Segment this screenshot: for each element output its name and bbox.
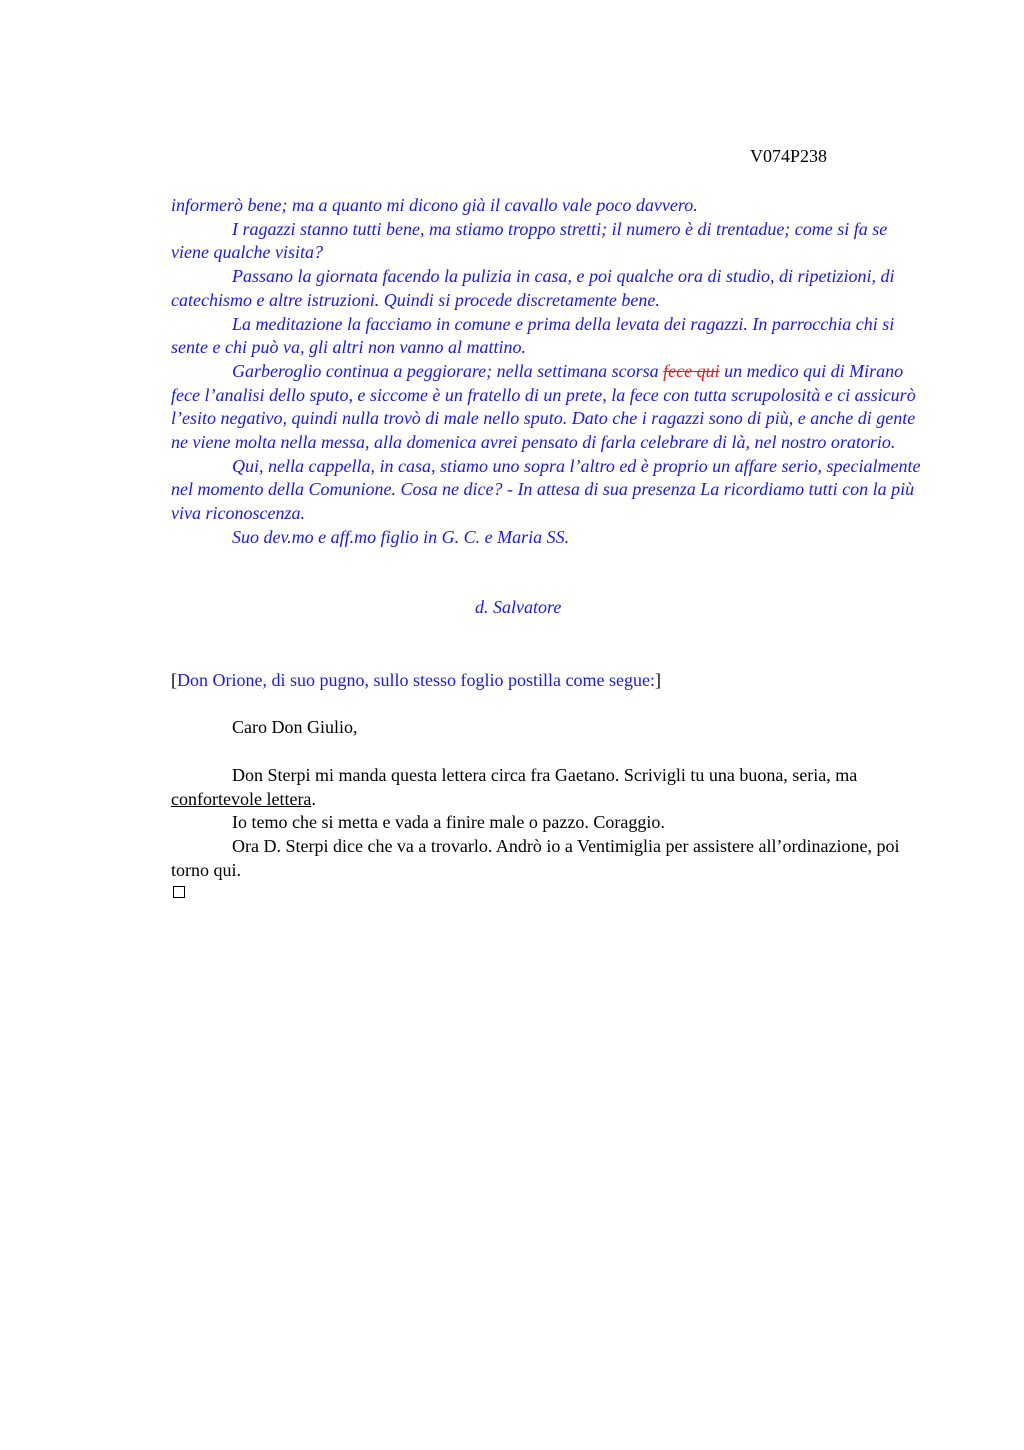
letter-closing: Suo dev.mo e aff.mo figlio in G. C. e Maria SS. — [232, 526, 570, 547]
reply-paragraph — [171, 764, 926, 811]
reply-paragraph: Ora D. Sterpi dice che va a trovarlo. Andrò io a Ventimiglia per assistere all’ordinazione, poi torno qui. — [171, 836, 900, 880]
reply-text: . — [311, 788, 316, 809]
letter-paragraph: I ragazzi stanno tutti bene, ma stiamo troppo stretti; il numero è di trentadue; come si fa se viene qualche visita? — [171, 218, 888, 263]
letter-paragraph: Passano la giornata facendo la pulizia in casa, e poi qualche ora di studio, di ripetizioni, di catechismo e altre istruzioni. Quindi si procede discretamente bene. — [171, 266, 895, 310]
struck-text: fece qui — [663, 360, 720, 381]
letter-paragraph: Qui, nella cappella, in casa, stiamo uno sopra l’altro ed è proprio un affare serio, specialmente nel momento della Comunione. Cosa ne dice? - In attesa di sua presenza La ricordiamo tutti con la più viva riconoscenza. — [171, 455, 921, 524]
bracket: [ — [171, 670, 177, 690]
letter-paragraph — [171, 360, 926, 455]
letter-paragraph: La meditazione la facciamo in comune e prima della levata dei ragazzi. In parrocchia chi si sente e chi può va, gli altri non vanno al mattino. — [171, 313, 895, 358]
signature: d. Salvatore — [475, 597, 562, 617]
page-code: V074P238 — [750, 146, 828, 166]
letter-paragraph: informerò bene; ma a quanto mi dicono già il cavallo vale poco davvero. — [171, 195, 698, 215]
underlined-text: confortevole lettera — [171, 788, 312, 809]
reply-paragraph: Io temo che si metta e vada a finire male o pazzo. Coraggio. — [232, 812, 665, 833]
bracket: ] — [654, 670, 661, 690]
end-box-icon — [173, 886, 185, 898]
letter-text: un medico qui di Mirano fece l’analisi dello sputo, e siccome è un fratello di un prete, la fece con tutta scrupolosità e ci assicurò l’esito negativo, quindi nulla trovò di male nello sputo. Dato che i ragazzi sono di più, e anche di gente ne viene molta nella messa, alla domenica avrei pensato di farla celebrare di là, nel nostro oratorio. — [171, 360, 916, 453]
salutation: Caro Don Giulio, — [232, 717, 358, 737]
letter-text: Garberoglio continua a peggiorare; nella settimana scorsa — [232, 360, 659, 381]
note-text: Don Orione, di suo pugno, sullo stesso foglio postilla come segue: — [177, 670, 655, 690]
reply-body — [171, 764, 926, 883]
letter-body — [171, 194, 926, 550]
editorial-note — [171, 669, 926, 693]
reply-text: Don Sterpi mi manda questa lettera circa fra Gaetano. Scrivigli tu una buona, seria, ma — [232, 765, 858, 785]
